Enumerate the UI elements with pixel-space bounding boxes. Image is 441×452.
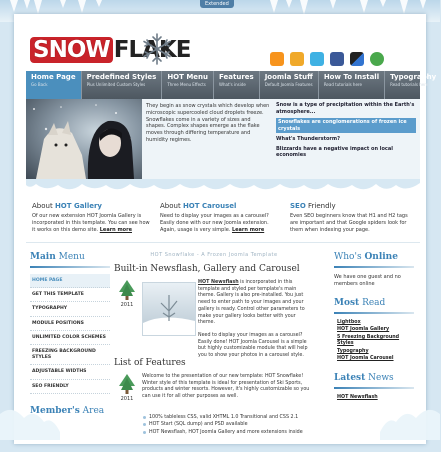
article-paragraph: Welcome to the presentation of our new template: HOT Snowflake! Winter style of this template is ideal for presentation of Ski Sports, products and winter resorts. However, it's highly customizable so you can use it for all other purposes as well. (142, 374, 310, 400)
column-title: About HOT Carousel (160, 202, 237, 210)
ice-corner-right (380, 404, 440, 440)
most-read-item[interactable]: HOT Joomla Carousel (337, 356, 394, 362)
hero-headline[interactable]: What's Thunderstorm? (276, 136, 340, 142)
hero-headlines (276, 102, 416, 162)
title-underline (30, 266, 110, 268)
title-underline (334, 312, 414, 314)
learn-more-link[interactable]: Learn more (231, 226, 265, 233)
main-navigation (26, 71, 437, 99)
menu-item-adjustable-widths[interactable]: ADJUSTABLE WIDTHS (30, 365, 110, 379)
whos-online-text: We have one guest and no members online (334, 274, 401, 287)
most-read-item[interactable]: Lightbox (337, 320, 361, 325)
menu-item-module-positions[interactable]: MODULE POSITIONS (30, 317, 110, 331)
nav-hot-menu[interactable]: HOT Menu Three Menu Effects (162, 71, 214, 99)
site-tagline: HOT Snowflake - A Frozen Joomla Template (150, 252, 278, 258)
hero-headline-active[interactable]: Snowflakes are conglomerations of frozen ice crystals (276, 118, 416, 133)
nav-joomla-stuff[interactable]: Joomla Stuff Default Joomla Features (260, 71, 319, 99)
hero-headline[interactable]: Snow is a type of precipitation within the Earth's atmosphere... (276, 102, 415, 115)
menu-item-get-template[interactable]: GET THIS TEMPLATE (30, 288, 110, 302)
tree-date-icon: 2011 (116, 374, 138, 402)
divider (26, 242, 420, 243)
menu-item-home-page[interactable]: HOME PAGE (30, 274, 110, 288)
most-read-item[interactable]: 5 Freezing Background Styles (337, 334, 400, 347)
social-icons (270, 52, 384, 66)
hero-headline[interactable]: Blizzards have a negative impact on local economies (276, 145, 393, 158)
column-title: SEO Friendly (290, 202, 336, 210)
article-thumbnail[interactable] (142, 282, 196, 336)
email-icon[interactable] (290, 52, 304, 66)
list-item: 100% tableless CSS, valid XHTML 1.0 Transitional and CSS 2.1 (142, 414, 312, 421)
share-icon[interactable] (370, 52, 384, 66)
ice-corner-left (0, 404, 60, 440)
logo-snow-text: SNOW (30, 37, 113, 63)
menu-item-background-styles[interactable]: FREEZING BACKGROUND STYLES (30, 345, 110, 365)
most-read-item[interactable]: Typography (337, 348, 369, 354)
most-read-item[interactable]: HOT Joomla Gallery (337, 327, 390, 333)
facebook-icon[interactable] (330, 52, 344, 66)
snowflake-icon (140, 32, 174, 66)
latest-news-title: Latest News (334, 372, 394, 383)
column-title: About HOT Gallery (32, 202, 102, 210)
latest-news-item[interactable]: HOT Newsflash (337, 394, 378, 400)
logo-flake-text: FLAKE (113, 37, 191, 63)
article-title[interactable]: List of Features (114, 358, 186, 368)
tree-date-icon: 2011 (116, 280, 138, 308)
list-item: HOT Newsflash, HOT Joomla Gallery and more extensions inside (142, 429, 312, 436)
article-paragraph: Need to display your images as a carousel? Easily done! HOT Joomla Carousel is a simple but highly customizable module that will help you to show your photos in a carousel style. (198, 333, 308, 359)
nav-typography[interactable]: Typography Read tutorials here (390, 73, 437, 87)
article-newsflash (114, 280, 314, 358)
left-sidebar (30, 252, 110, 420)
list-item: HOT Start (SQL dump) and PSD available (142, 421, 312, 428)
hero-image (26, 99, 142, 179)
learn-more-link[interactable]: Learn more (99, 226, 132, 233)
nav-home-page[interactable]: Home Page Go Back (26, 71, 82, 99)
nav-predefined-styles[interactable]: Predefined Styles Plus Unlimited Custom Styles (82, 71, 163, 99)
delicious-icon[interactable] (350, 52, 364, 66)
nav-how-to-install[interactable]: How To Install Read tutorials here (319, 71, 385, 99)
menu-item-typography[interactable]: TYPOGRAPHY (30, 302, 110, 316)
about-gallery-column: About HOT Gallery Of our new extension HOT Joomla Gallery is incorporated in this template. You can see how it works on this demo site. Learn more (32, 202, 150, 233)
article-title[interactable]: Built-in Newsflash, Gallery and Carousel (114, 264, 300, 274)
twitter-icon[interactable] (310, 52, 324, 66)
article-paragraph: HOT Newsflash is incorporated in this template and styled per template's main theme. Gallery is also pre-installed. You just need to enter path to your images and your gallery is ready. Control other parameters to make your gallery looks better with your theme. (198, 280, 305, 326)
whos-online-title: Who's Online (334, 252, 398, 262)
most-read-title: Most Read (334, 298, 386, 308)
seo-friendly-column: SEO Friendly Even SEO beginners know that H1 and H2 tags are important and that Google spiders look for them when indexing your page. (290, 202, 408, 233)
frost-border (26, 179, 420, 195)
article-features (114, 374, 314, 452)
menu-item-seo-friendly[interactable]: SEO FRIENDLY (30, 380, 110, 394)
top-extended-link[interactable]: Extended (200, 0, 234, 8)
nav-features[interactable]: Features What's inside (214, 71, 260, 99)
main-menu-title: Main Menu (30, 252, 85, 262)
feature-list (142, 414, 312, 436)
menu-item-color-schemes[interactable]: UNLIMITED COLOR SCHEMES (30, 331, 110, 345)
members-area-title: Member's Area (30, 405, 105, 416)
title-underline (334, 387, 414, 389)
about-carousel-column: About HOT Carousel Need to display your images as a carousel? Easily done with our new Joomla extension. Again, usage is very simple. Learn more (160, 202, 278, 233)
hero-text: They begin as snow crystals which develop when microscopic supercooled cloud droplets freeze. Snowflakes come in a variety of sizes and shapes. Complex shapes emerge as the flake moves through differing temperature and humidity regimes. (146, 103, 270, 143)
page-container (14, 14, 437, 444)
hero-banner (26, 99, 420, 179)
rss-icon[interactable] (270, 52, 284, 66)
title-underline (334, 266, 414, 268)
main-content (114, 252, 314, 452)
right-sidebar (334, 252, 414, 402)
